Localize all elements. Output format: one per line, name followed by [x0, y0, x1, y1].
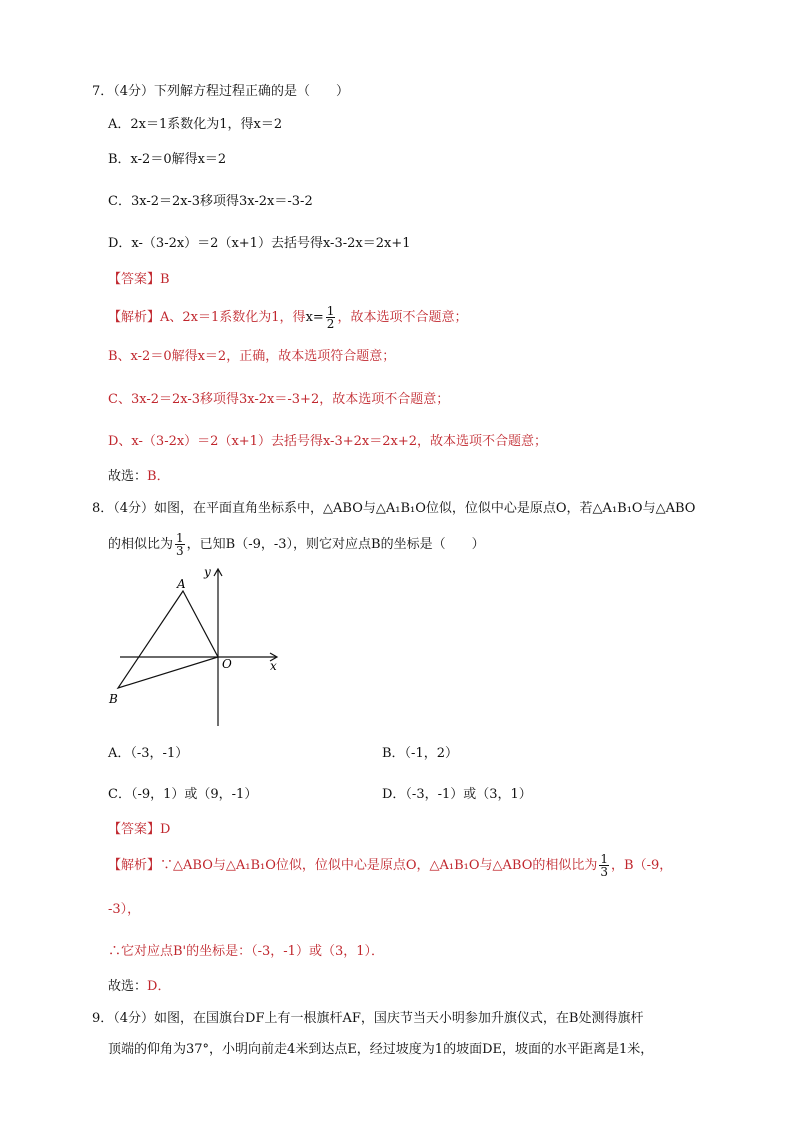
q7-analysis-fraction-num: 1 [326, 304, 335, 318]
q8-analysis-line-3: ∴它对应点B'的坐标是：（-3，-1）或（3，1）． [108, 944, 384, 959]
q7-choice-label: 故选： [108, 469, 148, 484]
q8-choice-value: D． [147, 979, 171, 994]
q8-option-a: A．（-3，-1） [108, 746, 189, 761]
q7-analysis-a-pre: A、2x＝1系数化为1，得 [160, 310, 306, 325]
q7-option-d: D．x-（3-2x）＝2（x+1）去括号得x-3-2x＝2x+1 [108, 236, 411, 251]
q8-analysis-tag: 【解析】 [108, 858, 161, 873]
q7-analysis-b: B、x-2＝0解得x＝2，正确，故本选项符合题意； [108, 349, 396, 364]
q9-line-1: 9．（4分）如图，在国旗台DF上有一根旗杆AF，国庆节当天小明参加升旗仪式，在B处测得旗杆 [92, 1011, 644, 1026]
q8-choice-label: 故选： [108, 979, 148, 994]
q8-stem-fraction [175, 532, 185, 557]
q8-stem-post: ，已知B（-9，-3），则它对应点B的坐标是（ ） [186, 537, 485, 552]
q7-analysis-a-x: x= [305, 310, 324, 325]
q8-stem-fraction-den: 3 [176, 544, 184, 558]
q8-stem-line-1: 8．（4分）如图，在平面直角坐标系中，△ABO与△A₁B₁O位似，位似中心是原点O，若△A₁B₁O与△ABO [92, 501, 696, 516]
origin-o-label: O [222, 657, 232, 671]
q7-analysis-tag: 【解析】 [108, 310, 161, 325]
q8-option-d: D．（-3，-1）或（3，1） [382, 787, 532, 802]
q8-choice [108, 978, 170, 996]
point-a-label: A [177, 577, 186, 591]
q7-analysis-fraction [326, 305, 336, 330]
q8-option-b: B．（-1，2） [382, 746, 458, 761]
q8-stem-pre: 的相似比为 [108, 537, 174, 552]
q8-analysis-fraction-num: 1 [600, 852, 609, 866]
q7-answer-line [108, 271, 170, 289]
q8-analysis-line-1 [108, 849, 672, 883]
q7-answer-tag: 【答案】 [108, 272, 161, 287]
q8-stem-fraction-num: 1 [176, 531, 184, 545]
y-axis-label: y [204, 565, 211, 579]
q8-answer: D [160, 822, 171, 837]
q7-option-b: B．x-2＝0解得x＝2 [108, 152, 227, 167]
x-axis-label: x [270, 659, 277, 673]
q8-analysis-pre: ∵△ABO与△A₁B₁O位似，位似中心是原点O，△A₁B₁O与△ABO的相似比为 [160, 858, 598, 873]
q8-answer-line [108, 821, 170, 839]
q8-coordinate-figure [108, 558, 288, 733]
q7-answer: B [160, 272, 170, 287]
q8-analysis-fraction [599, 853, 609, 878]
q8-analysis-line-2: -3）， [108, 902, 141, 917]
q8-answer-tag: 【答案】 [108, 822, 161, 837]
q8-analysis-fraction-den: 3 [600, 865, 609, 879]
q7-analysis-a [108, 301, 467, 335]
q8-analysis-post: ，B（-9， [611, 858, 673, 873]
triangle-abo [118, 591, 218, 688]
q7-stem: 7．（4分）下列解方程过程正确的是（ ） [92, 84, 350, 99]
q7-choice-value: B． [147, 469, 170, 484]
q8-stem-line-2 [108, 528, 485, 562]
q7-option-c: C．3x-2＝2x-3移项得3x-2x＝-3-2 [108, 194, 313, 209]
point-b-label: B [109, 692, 118, 706]
q7-option-a: A．2x＝1系数化为1，得x＝2 [108, 117, 283, 132]
q8-option-c: C．（-9，1）或（9，-1） [108, 787, 258, 802]
q7-analysis-fraction-den: 2 [326, 317, 335, 331]
q9-line-2: 顶端的仰角为37°，小明向前走4米到达点E，经过坡度为1的坡面DE，坡面的水平距离是1米， [108, 1042, 654, 1057]
q7-choice [108, 468, 170, 486]
q7-analysis-c: C、3x-2＝2x-3移项得3x-2x＝-3+2，故本选项不合题意； [108, 392, 450, 407]
q7-analysis-a-post: ，故本选项不合题意； [337, 310, 468, 325]
q7-analysis-d: D、x-（3-2x）＝2（x+1）去括号得x-3+2x＝2x+2，故本选项不合题意； [108, 434, 547, 449]
